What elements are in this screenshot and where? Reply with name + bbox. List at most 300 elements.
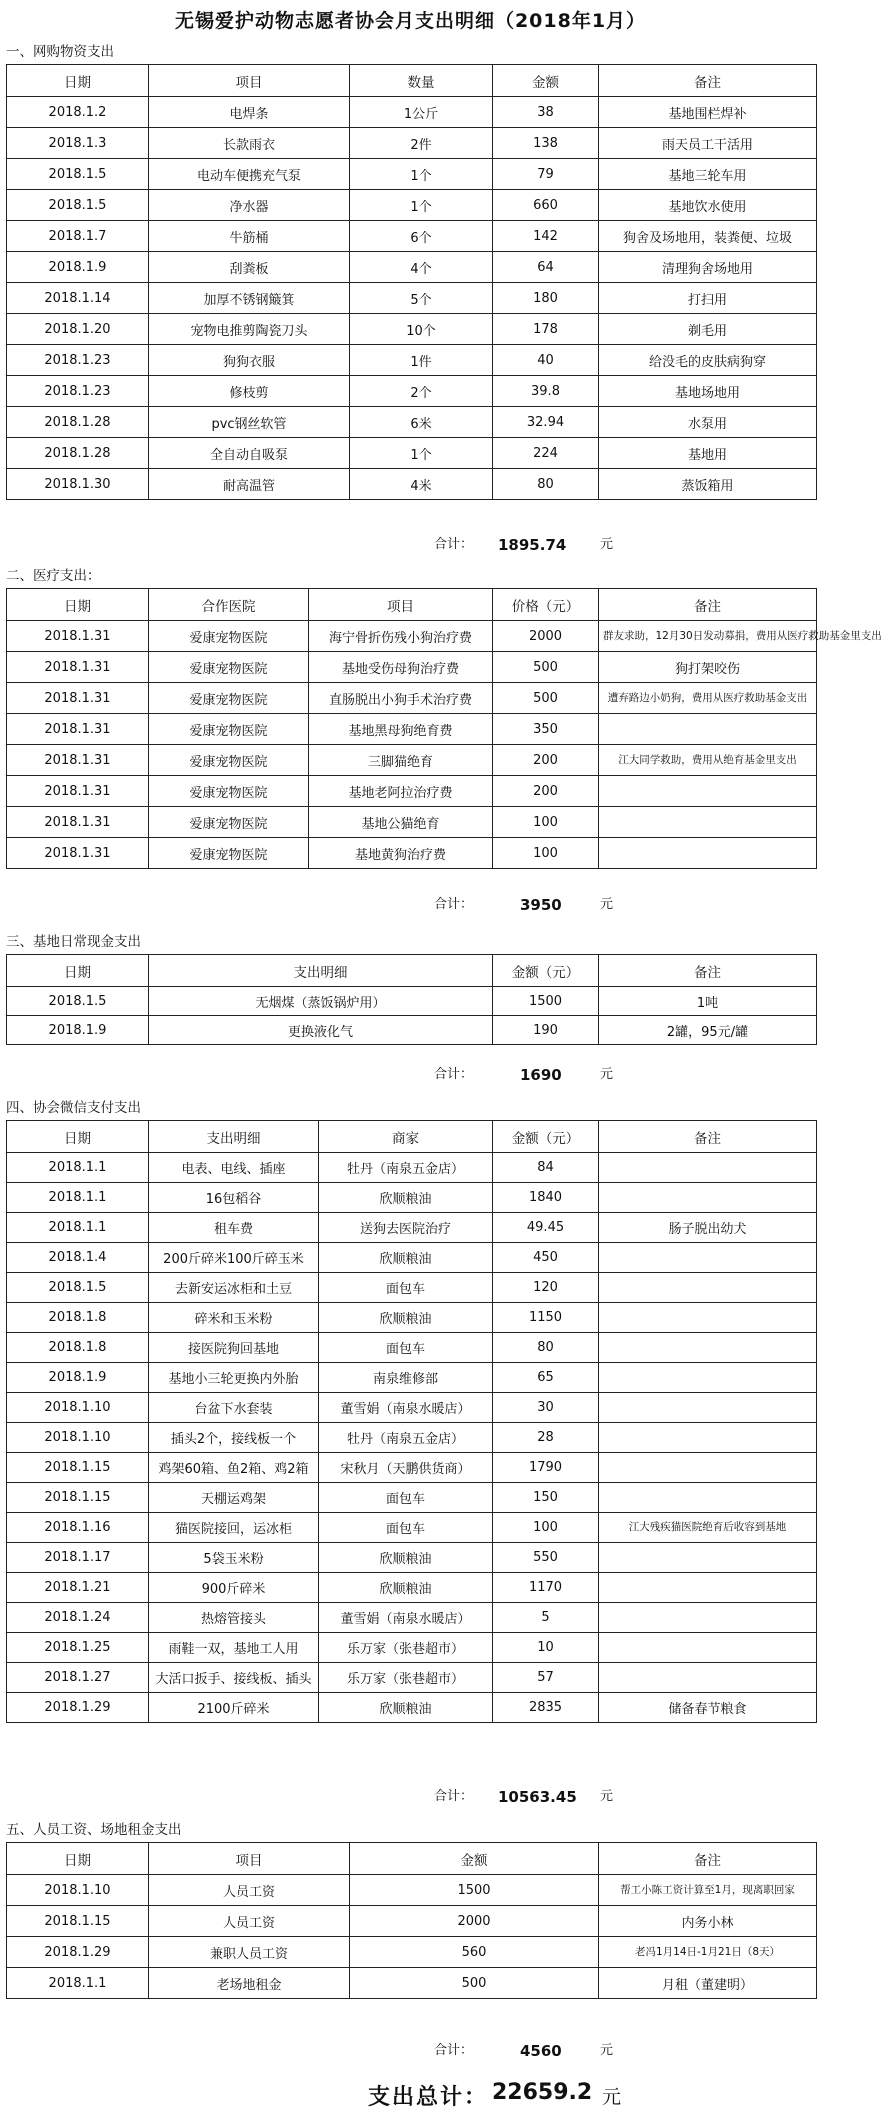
table-row (7, 1633, 817, 1663)
table-cell: 1个 (350, 438, 493, 469)
table-cell: 爱康宠物医院 (149, 776, 309, 807)
table-cell: 1件 (350, 345, 493, 376)
table-cell: 2100斤碎米 (149, 1693, 319, 1723)
table-cell: 基地老阿拉治疗费 (309, 776, 493, 807)
total-value: 1690 (520, 1066, 562, 1084)
table-row (7, 376, 817, 407)
table-cell: 200 (493, 745, 599, 776)
table-cell: 台盆下水套装 (149, 1393, 319, 1423)
column-header: 日期 (7, 65, 149, 97)
table-cell: 爱康宠物医院 (149, 807, 309, 838)
table-row (7, 159, 817, 190)
table-cell: 1790 (493, 1453, 599, 1483)
table-row (7, 1333, 817, 1363)
table-cell: 5个 (350, 283, 493, 314)
table-row (7, 1213, 817, 1243)
table-row (7, 1183, 817, 1213)
table-cell: 蒸饭箱用 (599, 469, 817, 500)
table-cell: 董雪娟（南泉水暖店） (319, 1603, 493, 1633)
table-cell (599, 1153, 817, 1183)
table-cell: 宠物电推剪陶瓷刀头 (149, 314, 350, 345)
table-row (7, 1875, 817, 1906)
total-value: 4560 (520, 2042, 562, 2060)
table-cell: 群友求助，12月30日发动募捐，费用从医疗救助基金里支出 (599, 621, 817, 652)
table-cell: 2018.1.31 (7, 683, 149, 714)
table-cell: 2018.1.1 (7, 1183, 149, 1213)
table-row (7, 652, 817, 683)
page-title: 无锡爱护动物志愿者协会月支出明细（2018年1月） (174, 10, 647, 32)
wechat-payments-table (6, 1120, 817, 1723)
table-cell: 40 (493, 345, 599, 376)
section-title-cash: 三、基地日常现金支出 (6, 934, 141, 950)
total-unit: 元 (600, 897, 614, 912)
table-cell: 2000 (350, 1906, 599, 1937)
table-cell: 2018.1.1 (7, 1153, 149, 1183)
table-row (7, 1303, 817, 1333)
table-cell: 2018.1.31 (7, 807, 149, 838)
table-cell: 给没毛的皮肤病狗穿 (599, 345, 817, 376)
total-label: 合计： (434, 1789, 474, 1804)
table-row (7, 745, 817, 776)
table-cell (599, 1633, 817, 1663)
table-cell: 面包车 (319, 1513, 493, 1543)
table-cell: 224 (493, 438, 599, 469)
table-cell: 2018.1.23 (7, 376, 149, 407)
table-row (7, 469, 817, 500)
table-row (7, 776, 817, 807)
table-cell (599, 1543, 817, 1573)
table-cell: 32.94 (493, 407, 599, 438)
column-header: 价格（元） (493, 589, 599, 621)
table-cell: 三脚猫绝育 (309, 745, 493, 776)
table-row (7, 1968, 817, 1999)
table-cell: 2018.1.23 (7, 345, 149, 376)
total-label: 合计： (434, 897, 474, 912)
table-row (7, 1573, 817, 1603)
table-cell: 2018.1.31 (7, 714, 149, 745)
table-cell: 500 (493, 683, 599, 714)
table-row (7, 1453, 817, 1483)
table-cell (599, 1603, 817, 1633)
table-row (7, 438, 817, 469)
table-cell: 2018.1.5 (7, 159, 149, 190)
table-cell: 450 (493, 1243, 599, 1273)
grand-total-label: 支出总计： (368, 2085, 489, 2110)
column-header: 金额 (350, 1843, 599, 1875)
column-header: 项目 (309, 589, 493, 621)
table-cell (599, 1363, 817, 1393)
table-cell: 基地受伤母狗治疗费 (309, 652, 493, 683)
table-cell: 80 (493, 469, 599, 500)
table-row (7, 714, 817, 745)
table-cell: 加厚不锈钢簸箕 (149, 283, 350, 314)
table-cell (599, 838, 817, 869)
table-cell: 2018.1.16 (7, 1513, 149, 1543)
table-cell: 200斤碎米100斤碎玉米 (149, 1243, 319, 1273)
table-cell: 64 (493, 252, 599, 283)
table-cell: 2018.1.31 (7, 838, 149, 869)
section-title-wages-rent: 五、人员工资、场地租金支出 (6, 1822, 182, 1838)
column-header: 合作医院 (149, 589, 309, 621)
column-header: 日期 (7, 955, 149, 987)
column-header: 项目 (149, 65, 350, 97)
table-cell: 天棚运鸡架 (149, 1483, 319, 1513)
table-cell: 净水器 (149, 190, 350, 221)
table-cell: 2罐，95元/罐 (599, 1016, 817, 1045)
table-cell: 江大同学救助，费用从绝育基金里支出 (599, 745, 817, 776)
table-cell: 2018.1.5 (7, 1273, 149, 1303)
grand-total-value: 22659.2 (492, 2080, 593, 2105)
table-row (7, 97, 817, 128)
column-header: 备注 (599, 1843, 817, 1875)
table-row (7, 407, 817, 438)
table-cell: 550 (493, 1543, 599, 1573)
table-cell: 500 (493, 652, 599, 683)
section-title-online-purchases: 一、网购物资支出 (6, 44, 114, 60)
table-cell: 2018.1.9 (7, 1363, 149, 1393)
table-cell: 面包车 (319, 1333, 493, 1363)
table-cell: 刮粪板 (149, 252, 350, 283)
table-cell: 100 (493, 807, 599, 838)
table-cell: 面包车 (319, 1273, 493, 1303)
table-cell: 150 (493, 1483, 599, 1513)
table-cell: 2018.1.3 (7, 128, 149, 159)
table-cell: 65 (493, 1363, 599, 1393)
table-cell: 2018.1.29 (7, 1937, 149, 1968)
table-cell: 爱康宠物医院 (149, 652, 309, 683)
column-header: 支出明细 (149, 955, 493, 987)
total-label: 合计： (434, 1067, 474, 1082)
table-cell: 1170 (493, 1573, 599, 1603)
table-cell: 2018.1.5 (7, 987, 149, 1016)
table-cell: 1500 (350, 1875, 599, 1906)
table-cell: 欣顺粮油 (319, 1573, 493, 1603)
table-cell: 900斤碎米 (149, 1573, 319, 1603)
column-header: 日期 (7, 589, 149, 621)
table-cell: 6米 (350, 407, 493, 438)
table-row (7, 345, 817, 376)
table-cell: 84 (493, 1153, 599, 1183)
table-row (7, 1693, 817, 1723)
table-cell: 送狗去医院治疗 (319, 1213, 493, 1243)
table-cell: 1吨 (599, 987, 817, 1016)
table-cell: 350 (493, 714, 599, 745)
table-row (7, 1423, 817, 1453)
table-cell: 2018.1.9 (7, 252, 149, 283)
table-cell: 2018.1.31 (7, 776, 149, 807)
table-cell: 清理狗舍场地用 (599, 252, 817, 283)
column-header: 金额 (493, 65, 599, 97)
table-row (7, 1243, 817, 1273)
table-cell (599, 1663, 817, 1693)
table-cell: 10 (493, 1633, 599, 1663)
table-cell: 宋秋月（天鹏供货商） (319, 1453, 493, 1483)
table-cell: 57 (493, 1663, 599, 1693)
table-cell: 2835 (493, 1693, 599, 1723)
table-row (7, 987, 817, 1016)
table-cell: 2018.1.17 (7, 1543, 149, 1573)
table-cell: 大活口扳手、接线板、插头 (149, 1663, 319, 1693)
table-cell (599, 1273, 817, 1303)
table-cell: 660 (493, 190, 599, 221)
table-row (7, 1663, 817, 1693)
table-cell: 去新安运冰柜和土豆 (149, 1273, 319, 1303)
table-cell: 2018.1.25 (7, 1633, 149, 1663)
table-row (7, 314, 817, 345)
column-header: 备注 (599, 955, 817, 987)
table-cell (599, 1573, 817, 1603)
table-cell: 基地用 (599, 438, 817, 469)
table-cell: 乐万家（张巷超市） (319, 1633, 493, 1663)
table-cell: 储备春节粮食 (599, 1693, 817, 1723)
table-cell: 5 (493, 1603, 599, 1633)
table-cell: 2018.1.10 (7, 1875, 149, 1906)
table-cell: 100 (493, 838, 599, 869)
table-cell: 插头2个，接线板一个 (149, 1423, 319, 1453)
table-cell: 雨鞋一双，基地工人用 (149, 1633, 319, 1663)
table-cell: 200 (493, 776, 599, 807)
table-cell: 2018.1.10 (7, 1393, 149, 1423)
medical-table (6, 588, 882, 869)
table-cell: 2018.1.20 (7, 314, 149, 345)
table-cell: 爱康宠物医院 (149, 838, 309, 869)
table-cell: 牡丹（南泉五金店） (319, 1153, 493, 1183)
table-cell: 基地公猫绝育 (309, 807, 493, 838)
table-cell: 1150 (493, 1303, 599, 1333)
table-cell (599, 714, 817, 745)
table-cell: 董雪娟（南泉水暖店） (319, 1393, 493, 1423)
table-row (7, 1363, 817, 1393)
column-header: 项目 (149, 1843, 350, 1875)
table-cell: 2018.1.31 (7, 652, 149, 683)
wages-rent-total (6, 2036, 816, 2066)
table-cell: pvc钢丝软管 (149, 407, 350, 438)
table-cell: 月租（董建明） (599, 1968, 817, 1999)
table-cell: 老冯1月14日-1月21日（8天） (599, 1937, 817, 1968)
table-cell: 1840 (493, 1183, 599, 1213)
table-row (7, 1906, 817, 1937)
table-cell: 1公斤 (350, 97, 493, 128)
table-cell: 80 (493, 1333, 599, 1363)
total-unit: 元 (600, 1789, 614, 1804)
table-cell: 接医院狗回基地 (149, 1333, 319, 1363)
table-cell: 1500 (493, 987, 599, 1016)
online-purchases-table (6, 64, 817, 500)
table-row (7, 1153, 817, 1183)
column-header: 备注 (599, 65, 817, 97)
table-cell: 租车费 (149, 1213, 319, 1243)
table-cell: 碎米和玉米粉 (149, 1303, 319, 1333)
column-header: 日期 (7, 1843, 149, 1875)
table-row (7, 221, 817, 252)
table-row (7, 1937, 817, 1968)
table-cell: 79 (493, 159, 599, 190)
column-header: 日期 (7, 1121, 149, 1153)
table-cell: 兼职人员工资 (149, 1937, 350, 1968)
table-cell: 爱康宠物医院 (149, 683, 309, 714)
total-value: 3950 (520, 896, 562, 914)
table-cell: 基地黄狗治疗费 (309, 838, 493, 869)
table-row (7, 683, 817, 714)
table-cell: 2018.1.31 (7, 621, 149, 652)
table-cell: 2018.1.1 (7, 1968, 149, 1999)
table-row (7, 1016, 817, 1045)
total-value: 1895.74 (498, 536, 567, 554)
table-cell: 基地三轮车用 (599, 159, 817, 190)
table-cell: 南泉维修部 (319, 1363, 493, 1393)
table-cell: 长款雨衣 (149, 128, 350, 159)
table-cell: 1个 (350, 159, 493, 190)
table-cell: 欣顺粮油 (319, 1183, 493, 1213)
table-cell: 狗舍及场地用，装粪便、垃圾 (599, 221, 817, 252)
table-cell: 4米 (350, 469, 493, 500)
table-cell: 30 (493, 1393, 599, 1423)
table-cell: 2018.1.8 (7, 1333, 149, 1363)
table-cell (599, 1333, 817, 1363)
table-cell: 狗打架咬伤 (599, 652, 817, 683)
table-cell: 2018.1.30 (7, 469, 149, 500)
column-header: 备注 (599, 589, 817, 621)
table-cell: 5袋玉米粉 (149, 1543, 319, 1573)
table-row (7, 838, 817, 869)
table-cell: 基地围栏焊补 (599, 97, 817, 128)
table-row (7, 1483, 817, 1513)
table-cell: 老场地租金 (149, 1968, 350, 1999)
table-cell: 江大残疾猫医院绝育后收容到基地 (599, 1513, 817, 1543)
table-cell: 4个 (350, 252, 493, 283)
table-cell: 100 (493, 1513, 599, 1543)
table-cell: 爱康宠物医院 (149, 621, 309, 652)
table-cell: 水泵用 (599, 407, 817, 438)
table-cell (599, 1243, 817, 1273)
table-cell: 欣顺粮油 (319, 1303, 493, 1333)
table-cell: 2018.1.2 (7, 97, 149, 128)
grand-total (0, 2076, 821, 2116)
column-header: 金额（元） (493, 955, 599, 987)
table-cell: 修枝剪 (149, 376, 350, 407)
table-cell: 基地饮水使用 (599, 190, 817, 221)
table-cell: 2000 (493, 621, 599, 652)
section-title-medical: 二、医疗支出： (6, 568, 101, 584)
cash-total (6, 1060, 816, 1090)
table-cell: 500 (350, 1968, 599, 1999)
table-cell (599, 1423, 817, 1453)
table-cell: 电焊条 (149, 97, 350, 128)
total-label: 合计： (434, 537, 474, 552)
table-cell: 2018.1.9 (7, 1016, 149, 1045)
table-cell: 6个 (350, 221, 493, 252)
table-row (7, 1513, 817, 1543)
table-cell: 10个 (350, 314, 493, 345)
column-header: 备注 (599, 1121, 817, 1153)
cash-table (6, 954, 817, 1045)
table-row (7, 1393, 817, 1423)
total-label: 合计： (434, 2043, 474, 2058)
table-cell: 190 (493, 1016, 599, 1045)
table-cell: 2018.1.10 (7, 1423, 149, 1453)
table-cell: 2018.1.15 (7, 1906, 149, 1937)
table-cell: 电动车便携充气泵 (149, 159, 350, 190)
table-cell: 肠子脱出幼犬 (599, 1213, 817, 1243)
table-cell: 雨天员工干活用 (599, 128, 817, 159)
table-cell: 内务小林 (599, 1906, 817, 1937)
table-cell: 爱康宠物医院 (149, 745, 309, 776)
grand-total-unit: 元 (602, 2086, 622, 2108)
table-cell: 欣顺粮油 (319, 1543, 493, 1573)
table-cell: 2018.1.8 (7, 1303, 149, 1333)
table-cell: 直肠脱出小狗手术治疗费 (309, 683, 493, 714)
table-cell: 帮工小陈工资计算至1月，现离职回家 (599, 1875, 817, 1906)
table-cell: 49.45 (493, 1213, 599, 1243)
table-cell: 2018.1.28 (7, 438, 149, 469)
table-cell: 2018.1.15 (7, 1453, 149, 1483)
wechat-payments-total (6, 1782, 816, 1812)
table-cell: 2018.1.15 (7, 1483, 149, 1513)
table-cell: 180 (493, 283, 599, 314)
table-cell: 基地黑母狗绝育费 (309, 714, 493, 745)
table-cell: 2018.1.31 (7, 745, 149, 776)
table-cell: 耐高温管 (149, 469, 350, 500)
total-value: 10563.45 (498, 1788, 577, 1806)
table-cell: 热熔管接头 (149, 1603, 319, 1633)
table-row (7, 621, 817, 652)
table-cell (599, 1183, 817, 1213)
table-cell: 剃毛用 (599, 314, 817, 345)
table-row (7, 128, 817, 159)
table-cell: 更换液化气 (149, 1016, 493, 1045)
column-header: 金额（元） (493, 1121, 599, 1153)
table-row (7, 1543, 817, 1573)
wages-rent-table (6, 1842, 817, 1999)
table-cell: 2018.1.28 (7, 407, 149, 438)
column-header: 商家 (319, 1121, 493, 1153)
table-cell: 无烟煤（蒸饭锅炉用） (149, 987, 493, 1016)
table-cell (599, 1393, 817, 1423)
table-cell: 2018.1.24 (7, 1603, 149, 1633)
table-cell: 2018.1.14 (7, 283, 149, 314)
table-row (7, 283, 817, 314)
total-unit: 元 (600, 2043, 614, 2058)
table-cell: 人员工资 (149, 1875, 350, 1906)
table-cell: 2个 (350, 376, 493, 407)
table-cell: 2018.1.4 (7, 1243, 149, 1273)
table-row (7, 1603, 817, 1633)
table-cell: 2018.1.29 (7, 1693, 149, 1723)
table-cell: 欣顺粮油 (319, 1243, 493, 1273)
table-cell: 120 (493, 1273, 599, 1303)
column-header: 支出明细 (149, 1121, 319, 1153)
table-row (7, 1273, 817, 1303)
medical-total (6, 890, 816, 920)
table-cell: 牡丹（南泉五金店） (319, 1423, 493, 1453)
table-cell: 全自动自吸泵 (149, 438, 350, 469)
table-cell: 2018.1.27 (7, 1663, 149, 1693)
table-cell: 人员工资 (149, 1906, 350, 1937)
table-cell: 打扫用 (599, 283, 817, 314)
table-cell: 猫医院接回，运冰柜 (149, 1513, 319, 1543)
table-cell: 狗狗衣服 (149, 345, 350, 376)
section-title-wechat: 四、协会微信支付支出 (6, 1100, 141, 1116)
table-cell: 16包稻谷 (149, 1183, 319, 1213)
table-cell: 基地场地用 (599, 376, 817, 407)
table-cell: 海宁骨折伤残小狗治疗费 (309, 621, 493, 652)
table-cell: 鸡架60箱、鱼2箱、鸡2箱 (149, 1453, 319, 1483)
table-cell: 28 (493, 1423, 599, 1453)
table-cell (599, 776, 817, 807)
table-cell (599, 1483, 817, 1513)
table-cell: 560 (350, 1937, 599, 1968)
table-cell: 2018.1.7 (7, 221, 149, 252)
